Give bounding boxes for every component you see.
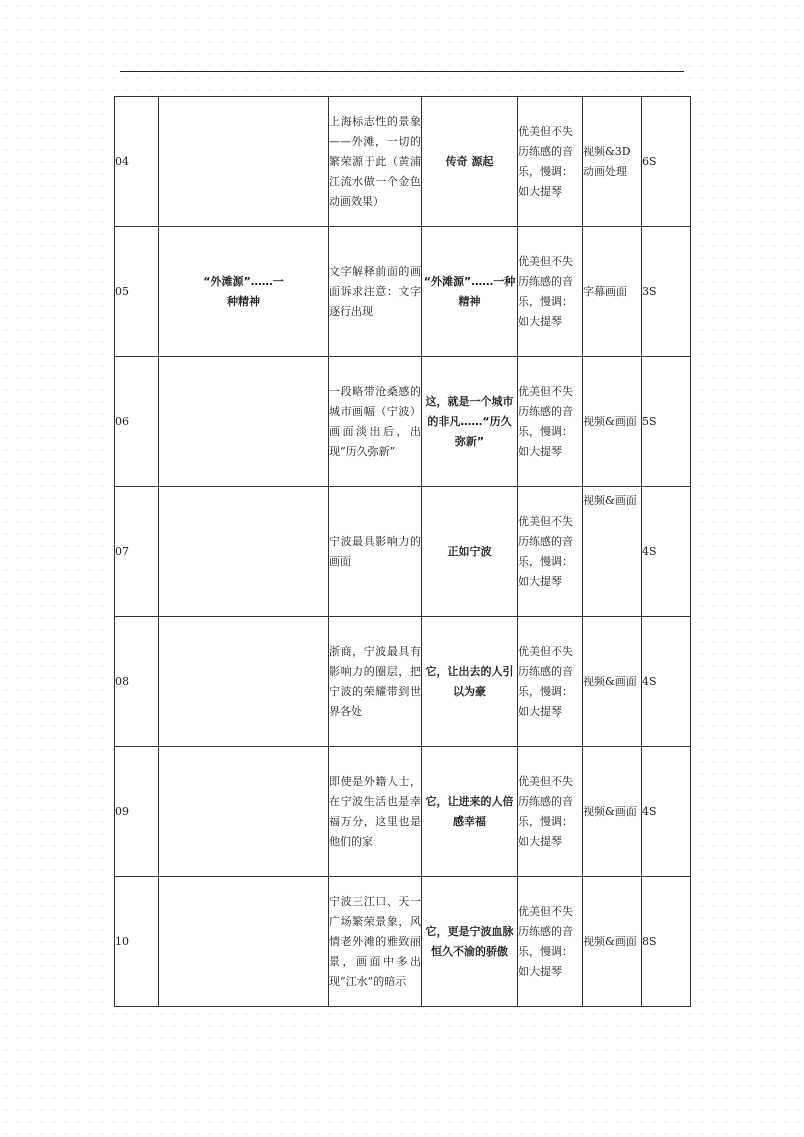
effect-text: 视频&3D动画处理 [583,144,631,178]
effect-cell [583,747,642,877]
duration-cell: 5S [642,357,691,487]
shot-number: 05 [115,227,159,357]
description-text: 即使是外籍人士，在宁波生活也是幸福万分，这里也是他们的家 [329,774,421,848]
music-cell [518,487,583,617]
effect-text: 视频&画面 [583,934,637,948]
line-cell [422,227,518,357]
table-row [115,97,691,227]
shot-number: 10 [115,877,159,1007]
description-text: 宁波最具影响力的画面 [329,534,421,568]
line-text: “外滩源”……一种精神 [423,274,516,308]
effect-cell [583,227,642,357]
header-rule [120,71,684,72]
line-text: 它，让出去的人引以为豪 [425,664,514,698]
music-cell [518,357,583,487]
storyboard-table [114,96,691,1007]
description-text: 一段略带沧桑感的城市画幅（宁波）画面淡出后，出现“历久弥新” [329,384,421,458]
effect-text: 字幕画面 [583,284,627,298]
line-cell [422,747,518,877]
line-text: 传奇 源起 [445,154,494,168]
effect-cell [583,617,642,747]
duration-cell: 8S [642,877,691,1007]
music-cell [518,747,583,877]
effect-cell [583,97,642,227]
duration-cell: 4S [642,487,691,617]
description-cell [329,747,422,877]
picture-cell [159,357,329,487]
line-cell [422,357,518,487]
line-cell [422,877,518,1007]
effect-text: 视频&画面 [583,414,637,428]
duration-cell: 4S [642,617,691,747]
music-text: 优美但不失历练感的音乐，慢调：如大提琴 [518,254,573,328]
table-row [115,617,691,747]
shot-number: 07 [115,487,159,617]
description-cell [329,877,422,1007]
music-cell [518,877,583,1007]
table-row [115,877,691,1007]
music-text: 优美但不失历练感的音乐，慢调：如大提琴 [518,904,573,978]
effect-text: 视频&画面 [583,804,637,818]
table-row [115,747,691,877]
music-text: 优美但不失历练感的音乐，慢调：如大提琴 [518,774,573,848]
description-cell [329,357,422,487]
music-text: 优美但不失历练感的音乐，慢调：如大提琴 [518,644,573,718]
picture-cell [159,487,329,617]
music-text: 优美但不失历练感的音乐，慢调：如大提琴 [518,124,573,198]
line-cell [422,487,518,617]
description-cell [329,97,422,227]
duration-cell: 4S [642,747,691,877]
picture-cell [159,97,329,227]
picture-cell [159,227,329,357]
description-cell [329,617,422,747]
music-text: 优美但不失历练感的音乐，慢调：如大提琴 [518,384,573,458]
table-row [115,357,691,487]
music-cell [518,97,583,227]
table-row [115,487,691,617]
line-text: 它，更是宁波血脉恒久不渝的骄傲 [425,924,514,958]
effect-cell [583,357,642,487]
shot-number: 04 [115,97,159,227]
music-text: 优美但不失历练感的音乐，慢调：如大提琴 [518,514,573,588]
picture-text: “外滩源”……一种精神 [203,274,284,308]
duration-cell: 6S [642,97,691,227]
picture-cell [159,747,329,877]
shot-number: 09 [115,747,159,877]
music-cell [518,617,583,747]
description-text: 上海标志性的景象——外滩，一切的繁荣源于此（黄浦江流水做一个金色动画效果） [329,114,421,208]
effect-text: 视频&画面 [583,674,637,688]
effect-cell [583,487,642,617]
shot-number: 06 [115,357,159,487]
description-text: 浙商，宁波最具有影响力的圈层，把宁波的荣耀带到世界各处 [329,644,421,718]
table-row [115,227,691,357]
line-text: 它，让进来的人倍感幸福 [425,794,514,828]
picture-cell [159,877,329,1007]
music-cell [518,227,583,357]
effect-text: 视频&画面 [583,494,637,507]
line-text: 这，就是一个城市的非凡……“历久弥新” [425,394,514,448]
description-cell [329,227,422,357]
description-cell [329,487,422,617]
effect-cell [583,877,642,1007]
duration-cell: 3S [642,227,691,357]
description-text: 宁波三江口、天一广场繁荣景象，风情老外滩的雅致丽景，画面中多出现“江水”的暗示 [329,894,421,988]
line-cell [422,617,518,747]
shot-number: 08 [115,617,159,747]
line-cell [422,97,518,227]
picture-cell [159,617,329,747]
description-text: 文字解释前面的画面诉求注意：文字逐行出现 [329,264,421,318]
line-text: 正如宁波 [447,544,492,558]
